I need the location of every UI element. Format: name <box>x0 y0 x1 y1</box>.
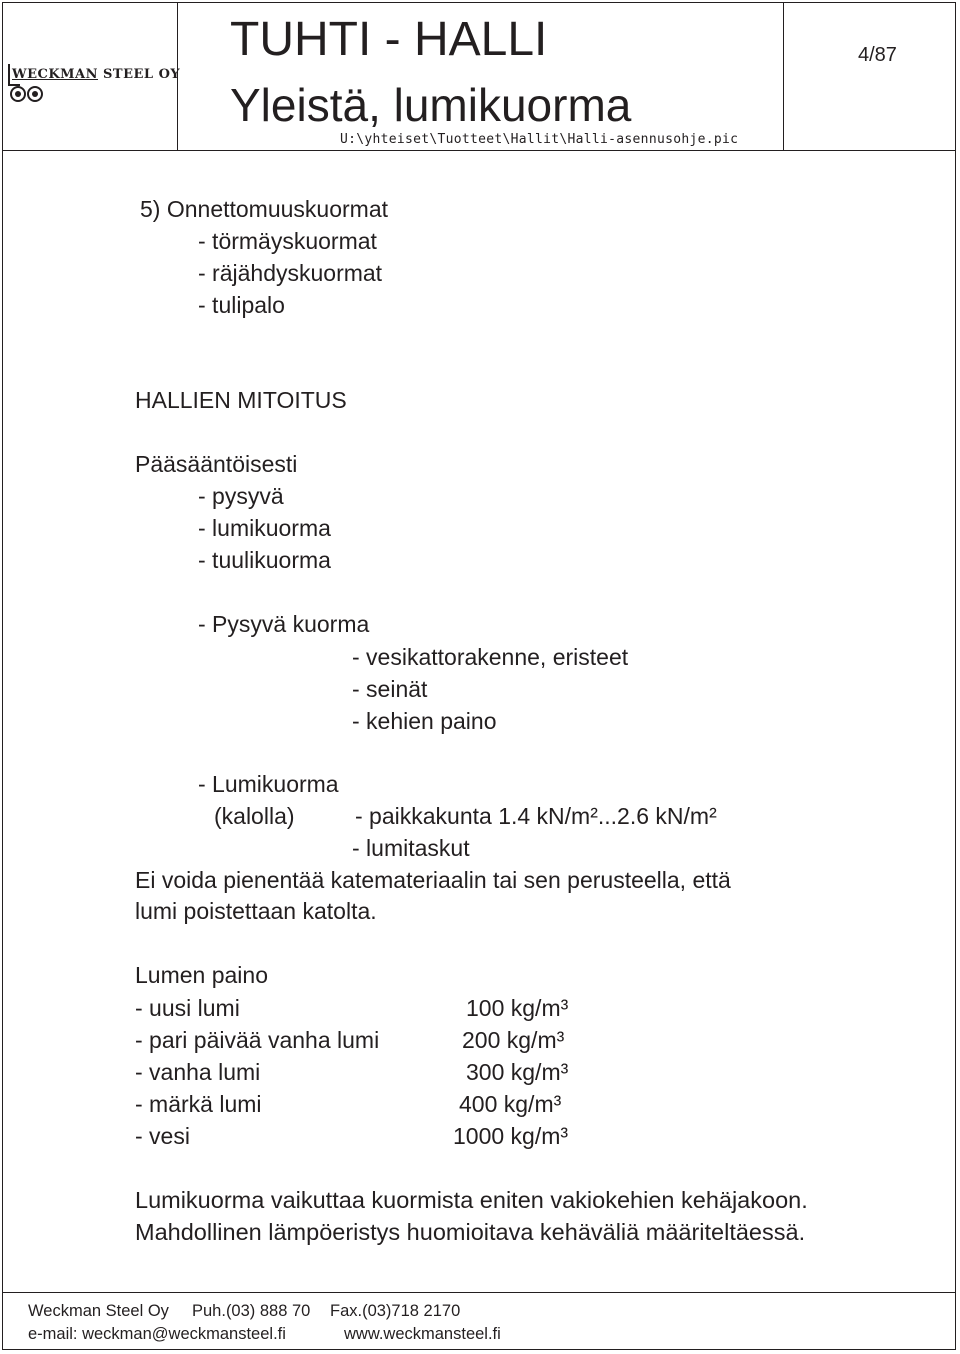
list-item: - vesikattorakenne, eristeet <box>352 644 629 670</box>
section-heading: HALLIEN MITOITUS <box>135 387 347 413</box>
snow-weight-value: 100 kg/m³ <box>466 995 569 1021</box>
logo-rings-icon <box>10 86 50 102</box>
list-item: - kehien paino <box>352 708 497 734</box>
company-logo <box>8 64 181 86</box>
footer-email: e-mail: weckman@weckmansteel.fi <box>28 1325 286 1343</box>
page-number: 4/87 <box>858 44 897 66</box>
footer-divider <box>2 1292 956 1293</box>
list-item: - lumikuorma <box>198 515 331 541</box>
document-title: TUHTI - HALLI <box>230 13 548 66</box>
conclusion-line: Lumikuorma vaikuttaa kuormista eniten vakiokehien kehäjakoon. <box>135 1187 808 1213</box>
snow-load-qualifier: (kalolla) <box>214 803 295 829</box>
dimensioning-intro: Pääsääntöisesti <box>135 451 298 477</box>
header-page-cell <box>784 2 956 150</box>
accident-loads-heading: 5) Onnettomuuskuormat <box>140 196 389 222</box>
list-item: - räjähdyskuormat <box>198 260 383 286</box>
permanent-load-heading: - Pysyvä kuorma <box>198 611 370 637</box>
header-logo-cell <box>2 2 181 150</box>
snow-weight-value: 200 kg/m³ <box>462 1027 565 1053</box>
list-item: - tuulikuorma <box>198 547 331 573</box>
snow-load-note-line: Ei voida pienentää katemateriaalin tai sen perusteella, että <box>135 867 731 893</box>
snow-weight-value: 400 kg/m³ <box>459 1091 562 1117</box>
footer-phone: Puh.(03) 888 70 <box>192 1302 311 1320</box>
file-path: U:\yhteiset\Tuotteet\Hallit\Halli-asennusohje.pic <box>340 132 739 147</box>
document-subtitle: Yleistä, lumikuorma <box>230 79 632 131</box>
snow-weight-label: - vesi <box>135 1123 190 1149</box>
snow-weight-label: - märkä lumi <box>135 1091 262 1117</box>
snow-load-location: - paikkakunta 1.4 kN/m²...2.6 kN/m² <box>355 803 717 829</box>
snow-weight-heading: Lumen paino <box>135 962 268 988</box>
header-divider <box>2 150 956 151</box>
logo-wordmark: WECKMAN STEEL OY <box>12 67 181 82</box>
snow-weight-value: 300 kg/m³ <box>466 1059 569 1085</box>
snow-load-note-line: lumi poistettaan katolta. <box>135 898 377 924</box>
snow-weight-label: - uusi lumi <box>135 995 240 1021</box>
list-item: - seinät <box>352 676 428 702</box>
snow-weight-label: - vanha lumi <box>135 1059 261 1085</box>
footer-website: www.weckmansteel.fi <box>344 1325 501 1343</box>
list-item: - pysyvä <box>198 483 284 509</box>
conclusion-line: Mahdollinen lämpöeristys huomioitava kehäväliä määriteltäessä. <box>135 1219 806 1245</box>
footer-fax: Fax.(03)718 2170 <box>330 1302 461 1320</box>
list-item: - törmäyskuormat <box>198 228 377 254</box>
snow-load-heading: - Lumikuorma <box>198 771 339 797</box>
snow-pockets-item: - lumitaskut <box>352 835 470 861</box>
footer-company: Weckman Steel Oy <box>28 1302 169 1320</box>
snow-weight-label: - pari päivää vanha lumi <box>135 1027 380 1053</box>
snow-weight-value: 1000 kg/m³ <box>453 1123 569 1149</box>
list-item: - tulipalo <box>198 292 285 318</box>
